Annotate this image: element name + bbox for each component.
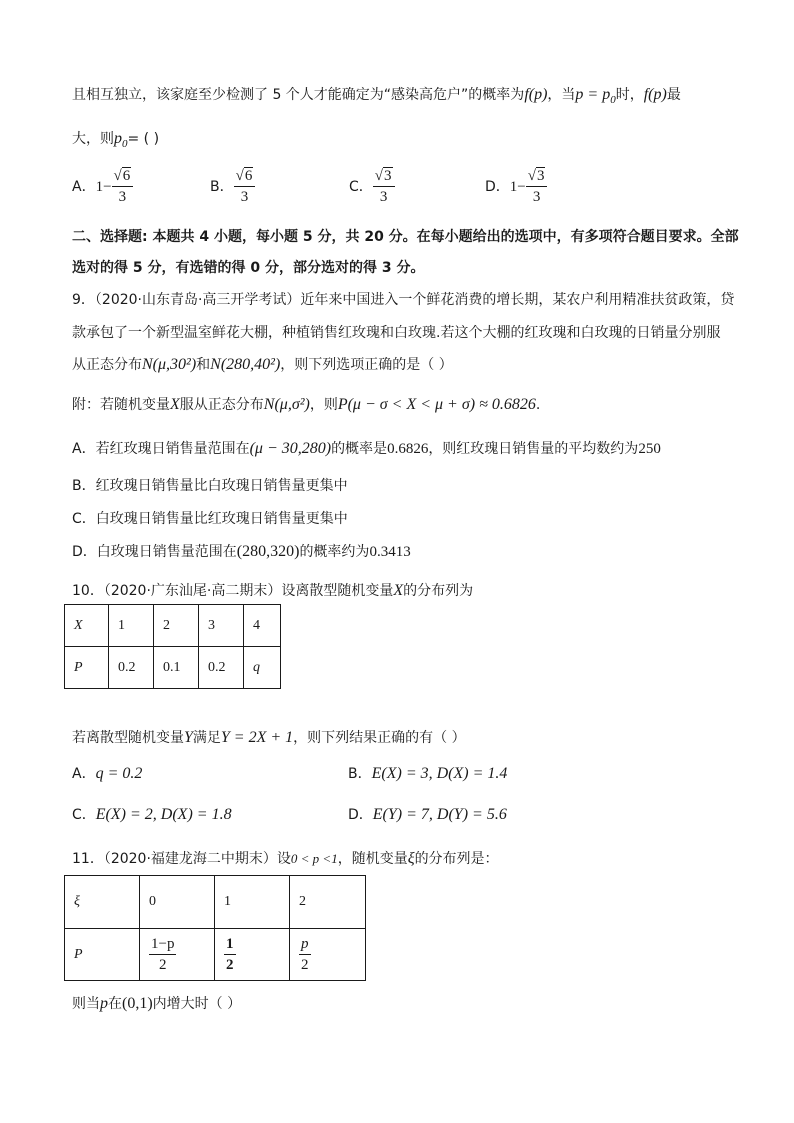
- q10-option-b: [348, 763, 507, 783]
- q9-line1: 9．（2020·山东青岛·高三开学考试）近年来中国进入一个鲜花消费的增长期，某农户利用精准扶贫政策，贷: [72, 292, 735, 308]
- table-cell: P: [65, 929, 140, 981]
- table-row: [65, 876, 366, 929]
- q11-last-p: p: [100, 995, 108, 1012]
- table-cell: 2: [154, 605, 199, 647]
- frac-denominator: 2: [301, 956, 309, 973]
- q11-distribution-table: [64, 875, 366, 981]
- q11-range: 0 < p <1: [290, 851, 338, 866]
- table-cell: 0.2: [109, 647, 154, 689]
- q8-opt-frac: $\frac{√3}{3}$: [373, 168, 395, 206]
- q8-fp-c: f(p): [643, 86, 667, 103]
- q11-frac-1: [224, 936, 236, 974]
- table-cell: 1: [109, 605, 154, 647]
- q11-line1-tail: 的分布列是：: [414, 851, 499, 867]
- frac-denominator: 2: [226, 956, 234, 973]
- q9-normal-red: N(μ,30²): [142, 356, 197, 373]
- table-cell: 0.1: [154, 647, 199, 689]
- frac-numerator: 1: [224, 936, 236, 955]
- q10-stem: [72, 727, 466, 747]
- q11-last-pre: 则当: [72, 996, 100, 1012]
- table-cell: ξ: [65, 876, 140, 929]
- q8-line2: [72, 128, 159, 150]
- table-cell: [140, 929, 215, 981]
- q8-fp-a: f(p): [524, 86, 548, 103]
- q8-opt-label: B．: [210, 179, 234, 195]
- q9-opta-mid: 的概率是: [331, 441, 388, 457]
- q11-frac-2: [299, 936, 311, 974]
- q8-line1-text: 且相互独立，该家庭至少检测了 5 个人才能确定为“感染高危户”的概率为: [72, 87, 525, 103]
- q10-option-d: [348, 804, 507, 824]
- q9-opta-pre: A．若红玫瑰日销售量范围在: [72, 441, 250, 457]
- q10-opt-math: E(X) = 2, D(X) = 1.8: [95, 806, 232, 823]
- q8-line1: [72, 84, 681, 106]
- q9-option-a: [72, 438, 661, 458]
- q8-opt-rad: 6: [122, 168, 131, 184]
- q10-option-a: [72, 763, 142, 783]
- q9-optd-val: 0.3413: [369, 544, 411, 560]
- q8-line2-tail: = ( ): [127, 131, 160, 147]
- q9-normal-white: N(280,40²): [210, 356, 281, 373]
- q9-note-mid2: ，则: [309, 397, 338, 413]
- q8-opt-label: C．: [349, 179, 373, 195]
- q8-line1-end: 最: [666, 87, 681, 103]
- q10-opt-math: E(X) = 3, D(X) = 1.4: [371, 765, 508, 782]
- q9-option-b: B．红玫瑰日销售量比白玫瑰日销售量更集中: [72, 478, 348, 494]
- frac-numerator: p: [299, 936, 311, 955]
- q10-stem-mid: 满足: [192, 730, 221, 746]
- table-cell: X: [65, 605, 109, 647]
- q8-p-eq: p = p: [575, 86, 611, 103]
- q8-opt-frac: $\frac{√6}{3}$: [112, 168, 134, 206]
- q10-stem-math: Y = 2X + 1: [220, 729, 294, 746]
- q10-opt-label: D．: [348, 807, 373, 823]
- q9-note-mid: 服从正态分布: [179, 397, 264, 413]
- q8-opt-rad: 3: [384, 168, 392, 184]
- q11-frac-0: [149, 936, 176, 974]
- q11-last-tail: 内增大时（ ）: [152, 996, 242, 1012]
- q8-opt-rad: 6: [244, 168, 253, 184]
- table-cell: 0.2: [199, 647, 244, 689]
- table-row: [65, 605, 281, 647]
- q9-line3: [72, 354, 453, 374]
- q10-opt-math: E(Y) = 7, D(Y) = 5.6: [372, 806, 507, 823]
- q10-opt-math: q = 0.2: [95, 765, 143, 782]
- q11-line1-pre: 11．（2020·福建龙海二中期末）设: [72, 851, 291, 867]
- table-cell: q: [244, 647, 281, 689]
- q8-opt-den: 3: [379, 189, 388, 205]
- q10-line1: [72, 580, 473, 600]
- table-cell: P: [65, 647, 109, 689]
- q8-line1-mid: ，当: [547, 87, 576, 103]
- q10-line1-tail: 的分布列为: [403, 583, 474, 599]
- table-cell: 1: [215, 876, 290, 929]
- q8-opt-den: 3: [532, 189, 541, 205]
- q11-last-line: [72, 993, 241, 1013]
- q8-sub: 0: [610, 93, 616, 106]
- q8-option-d: [485, 168, 547, 206]
- q9-opta-val: 0.6826: [387, 441, 429, 457]
- q10-option-c: [72, 804, 232, 824]
- q8-line2-text: 大，则: [72, 131, 114, 147]
- q11-xi: ξ: [407, 850, 415, 867]
- q10-opt-label: B．: [348, 766, 372, 782]
- section2-line2: 选对的得 5 分，有选错的得 0 分，部分选对的得 3 分。: [72, 260, 425, 276]
- q9-optd-mid: 的概率约为: [299, 544, 370, 560]
- q9-optd-math: (280,320): [236, 543, 300, 560]
- q9-optd-pre: D．白玫瑰日销售量范围在: [72, 544, 237, 560]
- q8-option-b: [210, 168, 255, 206]
- q8-opt-frac: $\frac{√3}{3}$: [526, 168, 548, 206]
- q8-opt-label: A．: [72, 179, 96, 195]
- q9-note: [72, 394, 540, 414]
- q9-line3-tail: ，则下列选项正确的是（ ）: [280, 357, 453, 373]
- q10-opt-label: A．: [72, 766, 96, 782]
- table-cell: 2: [290, 876, 366, 929]
- q10-y: Y: [184, 729, 193, 746]
- q8-opt-label: D．: [485, 179, 510, 195]
- q8-option-c: [349, 168, 395, 206]
- q8-opt-rad: 3: [536, 168, 545, 184]
- table-row: [65, 929, 366, 981]
- q10-distribution-table: [64, 604, 281, 689]
- q11-line1: [72, 848, 499, 868]
- q8-line1-tail: 时，: [615, 87, 644, 103]
- table-cell: [215, 929, 290, 981]
- q10-opt-label: C．: [72, 807, 96, 823]
- q11-last-mid: 在: [108, 996, 122, 1012]
- q9-line2: 款承包了一个新型温室鲜花大棚，种植销售红玫瑰和白玫瑰.若这个大棚的红玫瑰和白玫瑰的日销量分别服: [72, 325, 721, 341]
- q11-last-interval: (0,1): [122, 995, 153, 1012]
- table-row: [65, 647, 281, 689]
- q9-option-d: [72, 541, 411, 561]
- q9-opta-tail: ，则红玫瑰日销售量的平均数约为: [428, 441, 639, 457]
- q9-note-pre: 附：若随机变量: [72, 397, 170, 413]
- frac-numerator: 1−p: [149, 936, 176, 955]
- table-cell: 3: [199, 605, 244, 647]
- q8-p0-sub: 0: [122, 137, 128, 150]
- q8-opt-pre: 1−: [509, 179, 526, 195]
- q10-line1-pre: 10．（2020·广东汕尾·高二期末）设离散型随机变量: [72, 583, 394, 599]
- q9-note-end: .: [535, 397, 541, 413]
- q9-note-x: X: [170, 396, 180, 413]
- q8-opt-den: 3: [240, 189, 249, 205]
- q9-line3-pre: 从正态分布: [72, 357, 142, 373]
- q11-line1-mid: ，随机变量: [337, 851, 408, 867]
- q8-p0: p: [114, 130, 122, 147]
- q9-option-c: C．白玫瑰日销售量比红玫瑰日销售量更集中: [72, 511, 348, 527]
- frac-denominator: 2: [158, 956, 167, 973]
- q9-line3-mid: 和: [196, 357, 211, 373]
- table-cell: [290, 929, 366, 981]
- q10-stem-tail: ，则下列结果正确的有（ ）: [293, 730, 466, 746]
- q10-x: X: [393, 582, 404, 599]
- q8-opt-frac: $\frac{√6}{3}$: [234, 168, 256, 206]
- q9-opta-math: (μ − 30,280): [249, 440, 332, 457]
- q9-note-normal: N(μ,σ²): [263, 396, 310, 413]
- q10-stem-pre: 若离散型随机变量: [72, 730, 184, 746]
- q8-option-a: [72, 168, 133, 206]
- q9-opta-end: 250: [638, 441, 661, 457]
- section2-line1: 二、选择题: 本题共 4 小题，每小题 5 分，共 20 分。在每小题给出的选项中，有多项符合题目要求。全部: [72, 229, 739, 245]
- q8-opt-den: 3: [118, 189, 127, 205]
- q9-note-prob: P(μ − σ < X < μ + σ) ≈ 0.6826: [337, 396, 536, 413]
- table-cell: 0: [140, 876, 215, 929]
- table-cell: 4: [244, 605, 281, 647]
- q8-opt-pre: 1−: [95, 179, 112, 195]
